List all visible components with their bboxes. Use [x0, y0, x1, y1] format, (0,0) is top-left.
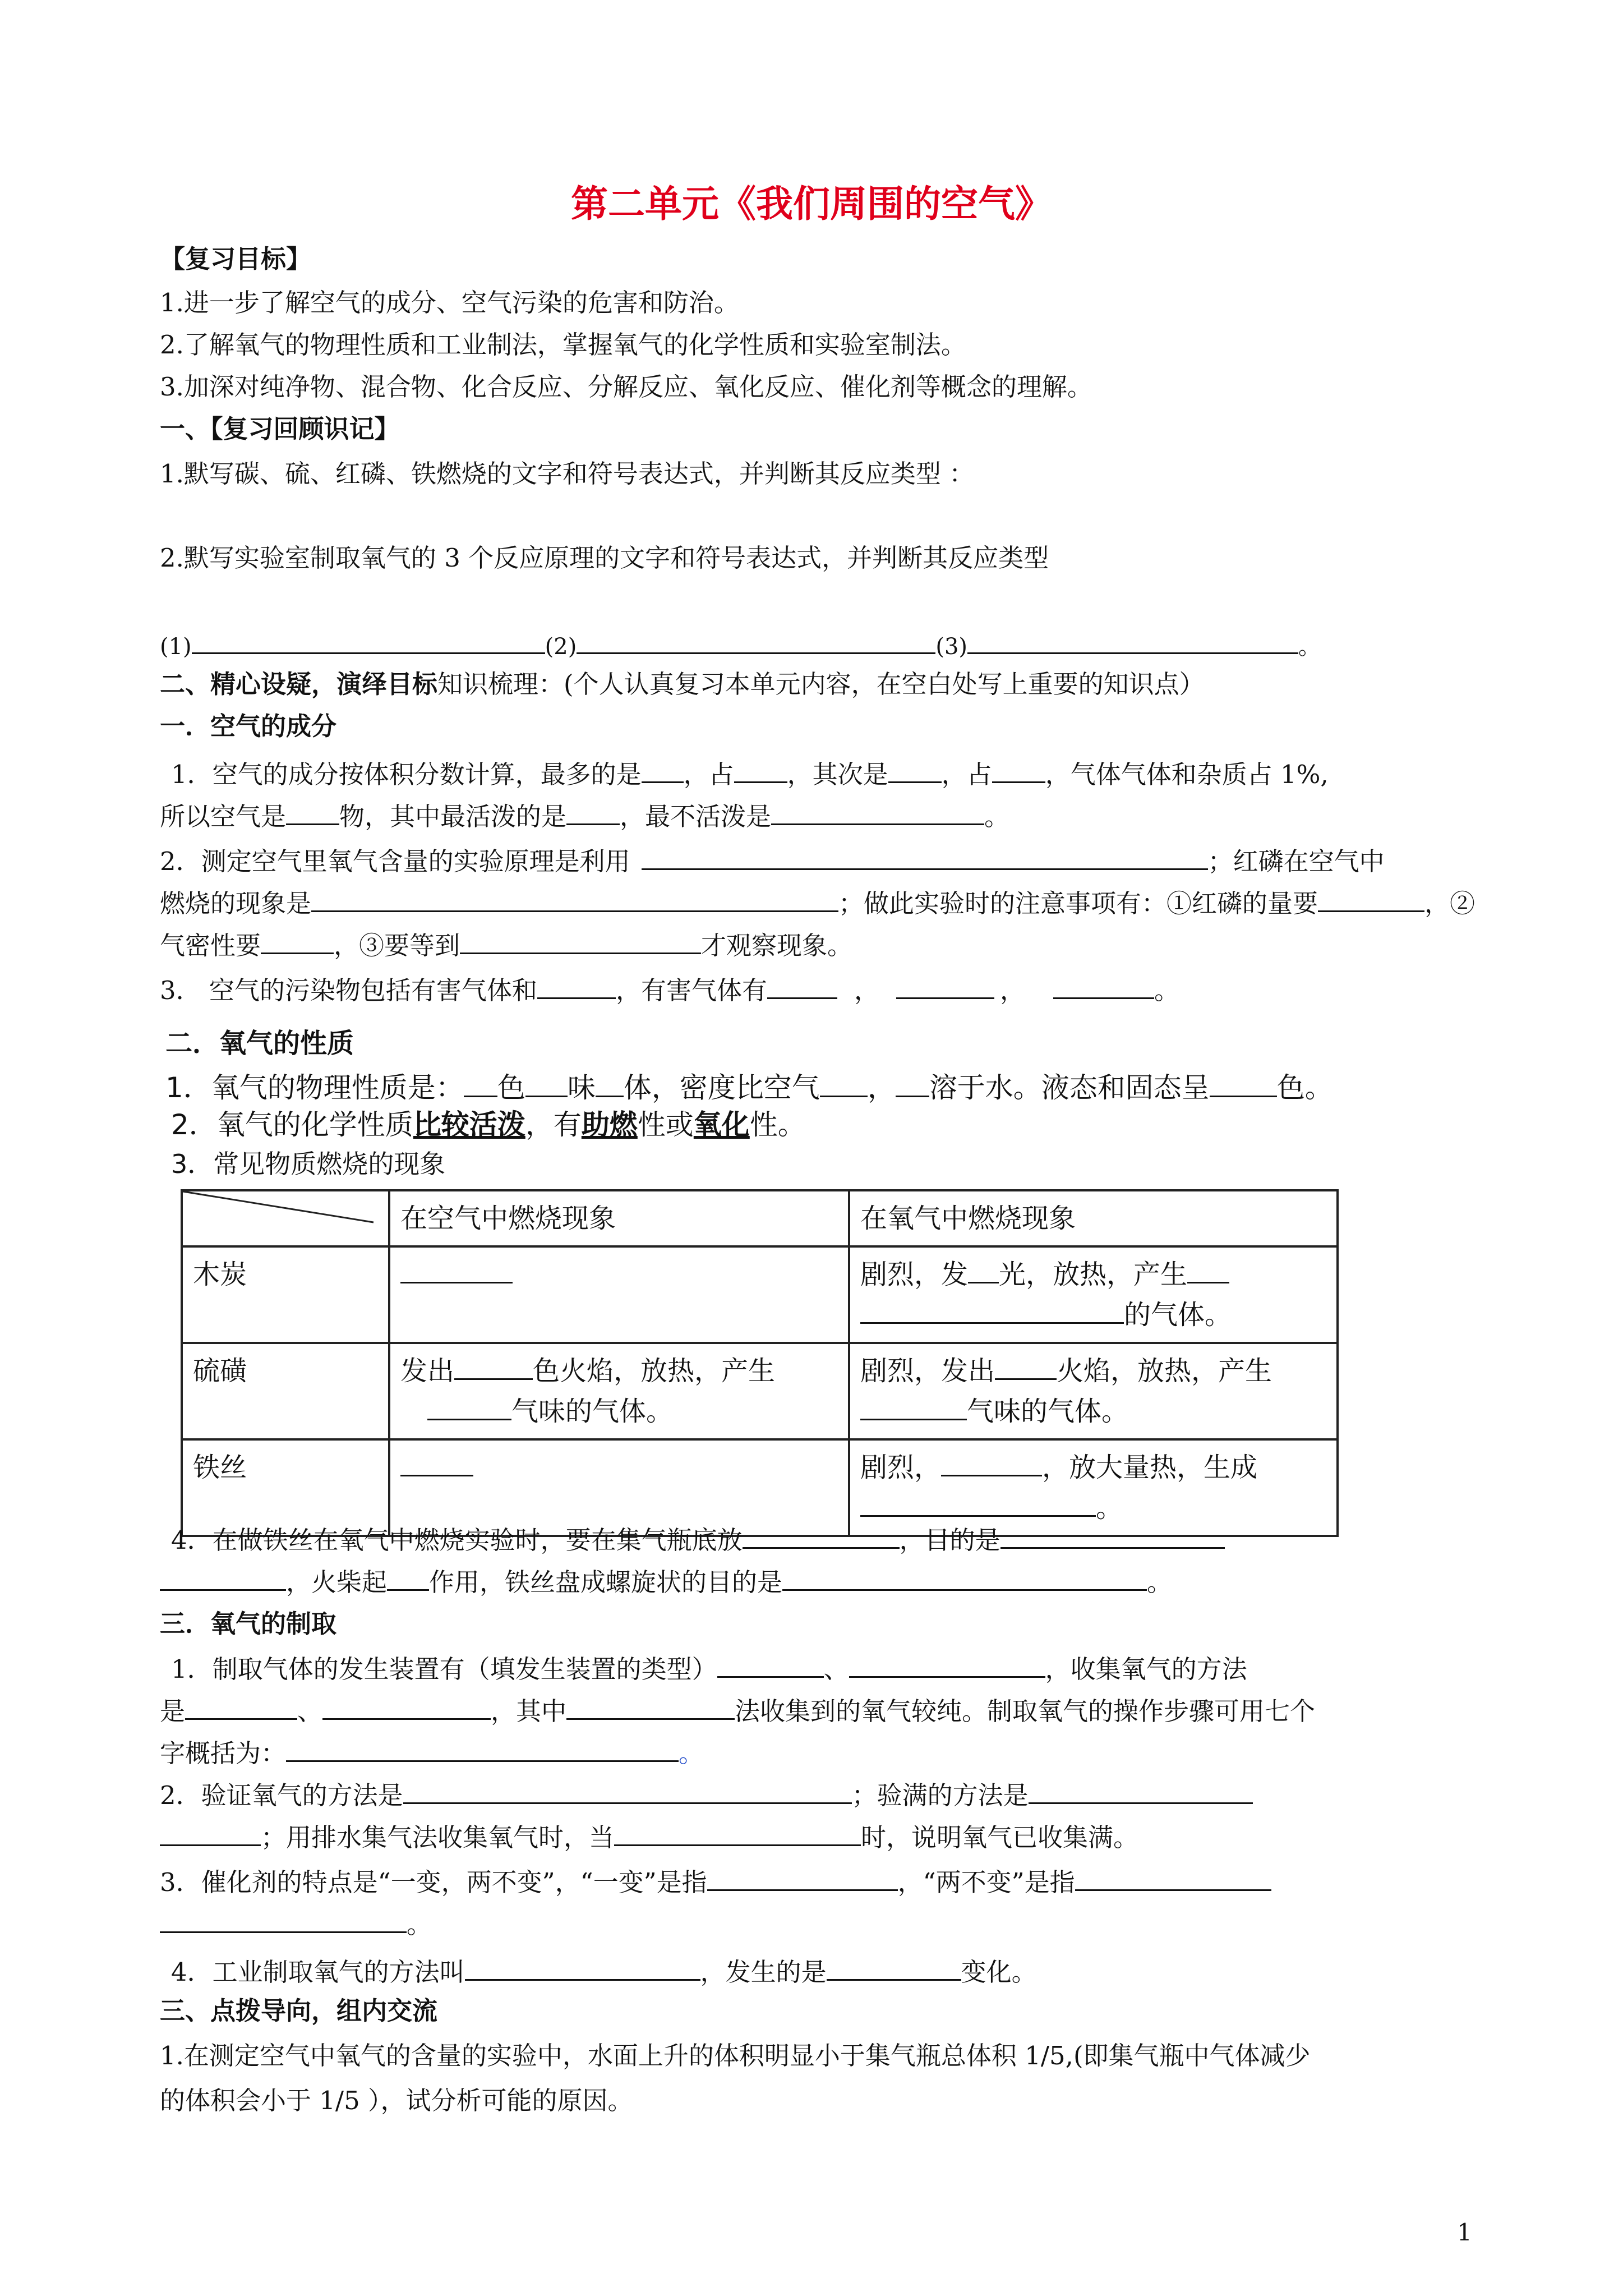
text: 时，说明氧气已收集满。 [861, 1823, 1139, 1852]
answer-blank[interactable] [286, 797, 339, 825]
text: 剧烈， [860, 1452, 942, 1483]
answer-blank[interactable] [566, 797, 620, 825]
answer-blank[interactable] [577, 625, 935, 654]
text: ，收集氧气的方法 [1045, 1654, 1247, 1684]
answer-blank[interactable] [566, 1691, 735, 1720]
air-q3 [160, 970, 1179, 1007]
text: 。 [1147, 1567, 1173, 1597]
text: ，火柴起 [286, 1567, 388, 1597]
text: ，其中 [491, 1696, 567, 1726]
text: ， [854, 976, 879, 1005]
answer-blank[interactable] [537, 970, 616, 999]
answer-blank[interactable] [1210, 1069, 1277, 1097]
goal-3: 3.加深对纯净物、混合物、化合反应、分解反应、氧化反应、催化剂等概念的理解。 [160, 372, 1092, 402]
text: 比较活泼 [413, 1108, 525, 1141]
answer-blank[interactable] [160, 1562, 286, 1591]
text: 。 [679, 1738, 704, 1768]
text: 助燃 [581, 1108, 638, 1141]
diagonal-header-cell [182, 1190, 389, 1246]
answer-blank[interactable] [1053, 970, 1154, 999]
answer-blank[interactable] [743, 1520, 900, 1549]
text: ；做此实验时的注意事项有：①红磷的量要 [838, 889, 1318, 918]
text: ；红磷在空气中 [1207, 846, 1385, 876]
text: ，② [1424, 889, 1476, 918]
text: 作用，铁丝盘成螺旋状的目的是 [429, 1567, 783, 1597]
answer-blank[interactable] [767, 970, 837, 999]
air-q2c [160, 926, 852, 963]
answer-blank[interactable] [734, 754, 787, 783]
text: 物，其中最活泼的是 [339, 802, 567, 831]
row-oxy-cell [849, 1343, 1338, 1439]
text: 性。 [749, 1108, 806, 1141]
text: 。 [407, 1910, 432, 1939]
sec1-heading: 一、【复习回顾识记】 [160, 414, 400, 444]
text: 体，密度比空气 [623, 1071, 820, 1104]
answer-blank[interactable] [992, 754, 1045, 783]
text: ， [867, 1071, 896, 1104]
goal-2: 2.了解氧气的物理性质和工业制法，掌握氧气的化学性质和实验室制法。 [160, 330, 966, 360]
answer-blank[interactable] [896, 970, 994, 999]
row-oxy-cell [849, 1246, 1338, 1343]
text: 法收集到的氧气较纯。制取氧气的操作步骤可用七个 [735, 1696, 1316, 1726]
answer-blank[interactable] [322, 1691, 491, 1720]
text: ；用排水集气法收集氧气时，当 [261, 1823, 615, 1852]
air-q1 [171, 754, 1329, 792]
answer-blank[interactable] [465, 1952, 700, 1981]
text: ，有害气体有 [615, 976, 767, 1005]
answer-blank[interactable] [995, 1351, 1057, 1380]
answer-blank[interactable] [642, 841, 1208, 870]
answer-blank[interactable] [888, 754, 942, 783]
text: ；验满的方法是 [851, 1780, 1029, 1810]
answer-blank[interactable] [1029, 1775, 1253, 1804]
answer-blank[interactable] [614, 1818, 861, 1846]
text: 字概括为： [160, 1738, 287, 1768]
answer-blank[interactable] [400, 1448, 473, 1476]
text: 2．测定空气里氧气含量的实验原理是利用 [160, 846, 630, 876]
row-air-cell [389, 1343, 849, 1439]
oxygen-q2 [171, 1108, 806, 1142]
answer-blank[interactable] [427, 1392, 511, 1420]
text: 2．验证氧气的方法是 [160, 1780, 403, 1810]
answer-blank[interactable] [860, 1295, 1124, 1324]
air-q1b [160, 797, 1009, 834]
answer-blank[interactable] [849, 1649, 1045, 1678]
answer-blank[interactable] [460, 926, 701, 954]
answer-blank[interactable] [820, 1069, 868, 1097]
text: 光，放热，产生 [999, 1259, 1188, 1290]
text: ， [999, 976, 1025, 1005]
answer-blank[interactable] [311, 884, 838, 912]
answer-blank[interactable] [782, 1562, 1147, 1591]
text: 1．空气的成分按体积分数计算，最多的是 [171, 760, 642, 789]
prep-q1 [171, 1649, 1247, 1686]
answer-blank[interactable] [1075, 1862, 1271, 1891]
blank-label-1: (1) [160, 634, 192, 660]
page-title: 第二单元《我们周围的空气》 [571, 182, 1052, 226]
table-row [182, 1343, 1338, 1439]
diagonal-line [183, 1191, 386, 1236]
prep-q4 [171, 1952, 1037, 1989]
prep-q3 [160, 1862, 1271, 1899]
sec3-heading: 三、点拨导向，组内交流 [160, 1996, 438, 2026]
answer-blank[interactable] [286, 1733, 679, 1762]
answer-blank[interactable] [525, 1069, 568, 1097]
prep-q1b [160, 1691, 1315, 1728]
answer-blank[interactable] [596, 1069, 624, 1097]
text: 。 [984, 802, 1010, 831]
answer-blank[interactable] [160, 1904, 407, 1933]
answer-blank[interactable] [400, 1255, 513, 1283]
text: 变化。 [961, 1957, 1037, 1987]
answer-blank[interactable] [1000, 1520, 1225, 1549]
oxygen-q4 [171, 1520, 1225, 1557]
sec2-intro: 知识梳理：(个人认真复习本单元内容，在空白处写上重要的知识点） [437, 669, 1205, 699]
sec2-heading: 二、精心设疑，演绎目标 [160, 669, 438, 699]
text: 。 [1154, 976, 1179, 1005]
text: 4．在做铁丝在氧气中燃烧实验时，要在集气瓶底放 [171, 1525, 743, 1555]
blank-label-3: (3) [935, 634, 968, 660]
text: 2．氧气的化学性质 [171, 1108, 413, 1141]
sec2-line [160, 668, 1205, 701]
text: 气味的气体。 [967, 1396, 1129, 1427]
recall-blanks [160, 625, 1321, 664]
text: ，占 [941, 760, 992, 789]
page-number: 1 [1457, 2219, 1472, 2246]
text: 才观察现象。 [701, 931, 853, 960]
text: ，目的是 [899, 1525, 1000, 1555]
air-q2 [160, 841, 1385, 878]
answer-blank[interactable] [1187, 1255, 1229, 1283]
air-heading: 一．空气的成分 [160, 711, 337, 741]
answer-blank[interactable] [454, 1351, 533, 1380]
prep-heading: 三．氧气的制取 [160, 1609, 337, 1639]
text: ，其次是 [787, 760, 888, 789]
answer-blank[interactable] [261, 926, 334, 954]
discuss-line-1: 1.在测定空气中氧气的含量的实验中，水面上升的体积明显小于集气瓶总体积 1/5,(即集气瓶中气体减少 [160, 2041, 1311, 2070]
text: ，放大量热，生成 [1042, 1452, 1258, 1483]
row-name: 铁丝 [182, 1439, 389, 1536]
table-row [182, 1246, 1338, 1343]
text: 是 [160, 1696, 186, 1726]
text: 剧烈，发出 [860, 1355, 995, 1387]
text: 3． 空气的污染物包括有害气体和 [160, 976, 537, 1005]
text: ，“两不变”是指 [897, 1867, 1075, 1897]
text: ，有 [525, 1108, 582, 1141]
text: 色 [497, 1071, 525, 1104]
row-name: 硫磺 [182, 1343, 389, 1439]
text: ，占 [683, 760, 734, 789]
text: 所以空气是 [160, 802, 287, 831]
text: 氧化 [693, 1108, 750, 1141]
answer-blank[interactable] [387, 1562, 429, 1591]
text: ，气体气体和杂质占 1%, [1045, 760, 1329, 789]
text: 色火焰，放热，产生 [533, 1355, 776, 1387]
blank-label-2: (2) [545, 634, 577, 660]
text: 、 [823, 1654, 849, 1684]
text: ，最不活泼是 [620, 802, 772, 831]
prep-q1c [160, 1733, 704, 1770]
text: 。 [1096, 1492, 1123, 1524]
prep-q3b [160, 1904, 432, 1941]
combustion-table [181, 1189, 1339, 1537]
answer-blank[interactable] [896, 1069, 929, 1097]
answer-blank[interactable] [771, 797, 984, 825]
text: 4．工业制取氧气的方法叫 [171, 1957, 465, 1987]
prep-q2b [160, 1818, 1138, 1855]
answer-blank[interactable] [967, 625, 1298, 654]
answer-blank[interactable] [827, 1952, 961, 1981]
oxygen-heading: 二．氧气的性质 [165, 1028, 354, 1059]
text: 3．催化剂的特点是“一变，两不变”，“一变”是指 [160, 1867, 707, 1897]
air-q2b [160, 884, 1475, 921]
text: 味 [567, 1071, 596, 1104]
text: 1．氧气的物理性质是： [165, 1071, 464, 1104]
answer-blank[interactable] [941, 1448, 1042, 1476]
answer-blank[interactable] [642, 754, 684, 783]
text: 色。 [1276, 1071, 1333, 1104]
row-air-cell [389, 1246, 849, 1343]
answer-blank[interactable] [1318, 884, 1424, 912]
answer-blank[interactable] [707, 1862, 898, 1891]
answer-blank[interactable] [860, 1488, 1096, 1517]
text: 燃烧的现象是 [160, 889, 312, 918]
text: 溶于水。液态和固态呈 [929, 1071, 1210, 1104]
answer-blank[interactable] [403, 1775, 852, 1804]
answer-blank[interactable] [192, 625, 545, 654]
table-header: 在空气中燃烧现象 [389, 1190, 849, 1246]
prep-q2 [160, 1775, 1253, 1812]
text: 剧烈，发 [860, 1259, 969, 1290]
answer-blank[interactable] [464, 1069, 497, 1097]
text: 、 [297, 1696, 323, 1726]
goals-heading: 【复习目标】 [160, 244, 312, 274]
text: 火焰，放热，产生 [1057, 1355, 1272, 1387]
oxygen-q3: 3．常见物质燃烧的现象 [171, 1149, 446, 1179]
text: 性或 [637, 1108, 694, 1141]
text: ，发生的是 [700, 1957, 827, 1987]
row-name: 木炭 [182, 1246, 389, 1343]
text: 发出 [400, 1355, 455, 1387]
answer-blank[interactable] [968, 1255, 999, 1283]
blank-end: 。 [1298, 634, 1321, 660]
answer-blank[interactable] [717, 1649, 824, 1678]
text: 气密性要 [160, 931, 261, 960]
answer-blank[interactable] [185, 1691, 297, 1720]
discuss-line-2: 的体积会小于 1/5 ），试分析可能的原因。 [160, 2086, 633, 2115]
text: ，③要等到 [334, 931, 460, 960]
answer-blank[interactable] [160, 1818, 261, 1846]
recall-q1: 1.默写碳、硫、红磷、铁燃烧的文字和符号表达式，并判断其反应类型 ： [160, 459, 975, 489]
oxygen-q4b [160, 1562, 1172, 1599]
table-header-row [182, 1190, 1338, 1246]
answer-blank[interactable] [860, 1392, 967, 1420]
text: 的气体。 [1124, 1299, 1232, 1331]
text: 气味的气体。 [511, 1396, 674, 1427]
goal-1: 1.进一步了解空气的成分、空气污染的危害和防治。 [160, 288, 739, 318]
table-header: 在氧气中燃烧现象 [849, 1190, 1338, 1246]
text: 1．制取气体的发生装置有（填发生装置的类型） [171, 1654, 717, 1684]
recall-q2: 2.默写实验室制取氧气的 3 个反应原理的文字和符号表达式，并判断其反应类型 [160, 543, 1049, 573]
oxygen-q1 [165, 1069, 1333, 1105]
